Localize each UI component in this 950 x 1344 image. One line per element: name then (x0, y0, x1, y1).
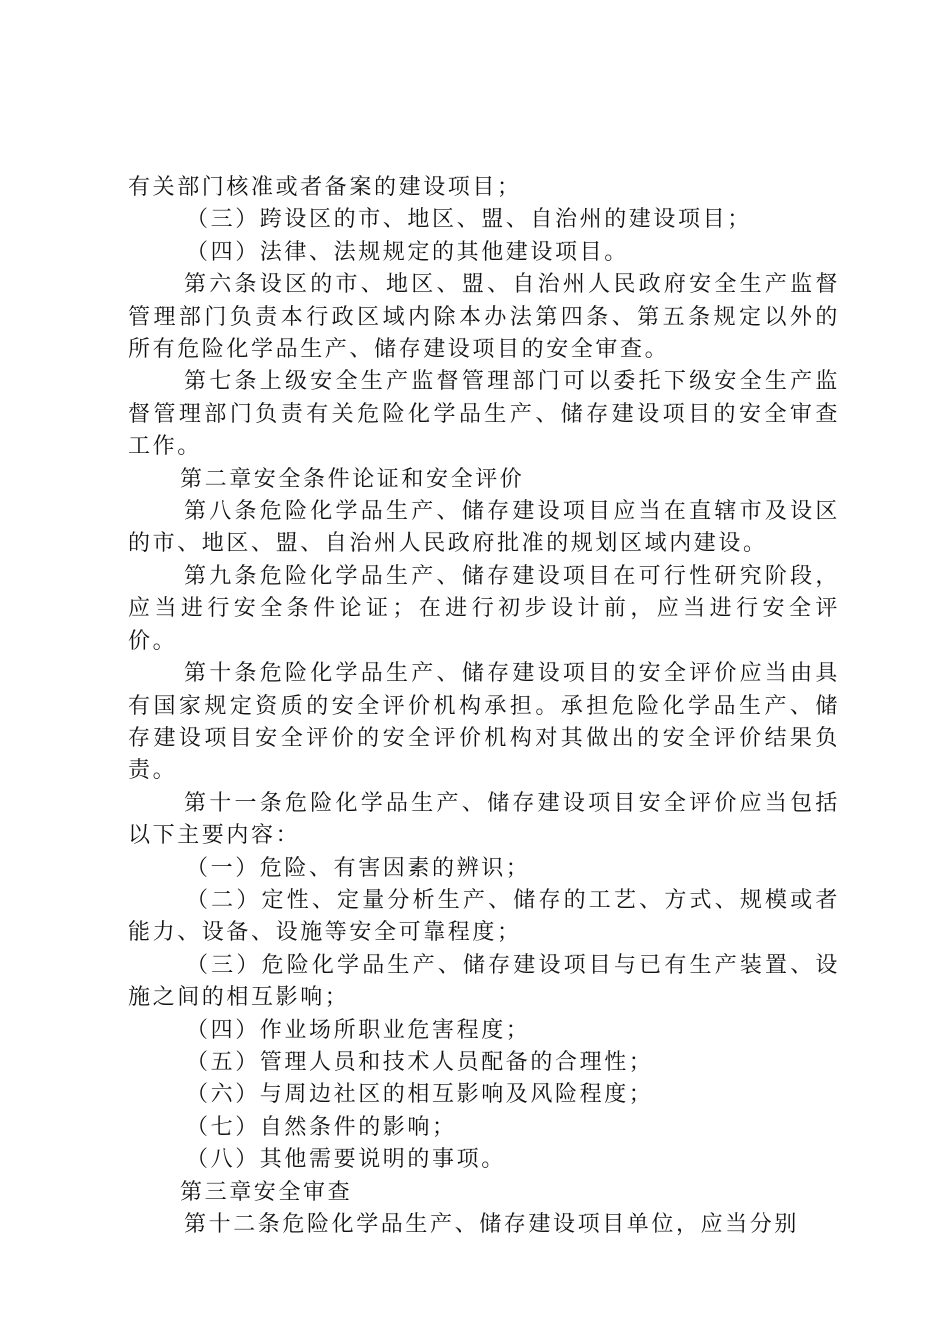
document-body (128, 172, 840, 1241)
article-12: 第十二条危险化学品生产、储存建设项目单位，应当分别 (184, 1212, 800, 1237)
list-item-4b: （四）作业场所职业危害程度； (186, 1017, 531, 1043)
chapter-2-heading: 第二章安全条件论证和安全评价 (180, 466, 525, 492)
list-item-8: （八）其他需要说明的事项。 (186, 1147, 506, 1173)
list-item-5: （五）管理人员和技术人员配备的合理性； (186, 1049, 654, 1075)
article-10: 第十条危险化学品生产、储存建设项目的安全评价应当由具有国家规定资质的安全评价机构承担。承担危险化学品生产、储存建设项目安全评价的安全评价机构对其做出的安全评价结果负责。 (128, 661, 840, 784)
chapter-3-heading: 第三章安全审查 (180, 1179, 353, 1205)
list-item-6: （六）与周边社区的相互影响及风险程度； (186, 1082, 654, 1108)
list-item-3b: （三）危险化学品生产、储存建设项目与已有生产装置、设施之间的相互影响； (128, 952, 840, 1011)
list-item-2: （二）定性、定量分析生产、储存的工艺、方式、规模或者能力、设备、设施等安全可靠程度； (128, 887, 840, 946)
article-11: 第十一条危险化学品生产、储存建设项目安全评价应当包括以下主要内容： (128, 790, 840, 849)
list-item-4: （四）法律、法规规定的其他建设项目。 (186, 239, 629, 265)
list-item-3: （三）跨设区的市、地区、盟、自治州的建设项目； (186, 207, 752, 233)
list-item-7: （七）自然条件的影响； (186, 1114, 457, 1140)
list-item-1: （一）危险、有害因素的辨识； (186, 855, 531, 881)
article-7: 第七条上级安全生产监督管理部门可以委托下级安全生产监督管理部门负责有关危险化学品生产、储存建设项目的安全审查工作。 (128, 369, 840, 460)
article-9: 第九条危险化学品生产、储存建设项目在可行性研究阶段，应当进行安全条件论证；在进行初步设计前，应当进行安全评价。 (128, 563, 840, 654)
paragraph-continuation: 有关部门核准或者备案的建设项目； (128, 175, 522, 200)
article-6: 第六条设区的市、地区、盟、自治州人民政府安全生产监督管理部门负责本行政区域内除本办法第四条、第五条规定以外的所有危险化学品生产、储存建设项目的安全审查。 (128, 272, 840, 363)
article-8: 第八条危险化学品生产、储存建设项目应当在直辖市及设区的市、地区、盟、自治州人民政府批准的规划区域内建设。 (128, 499, 840, 557)
